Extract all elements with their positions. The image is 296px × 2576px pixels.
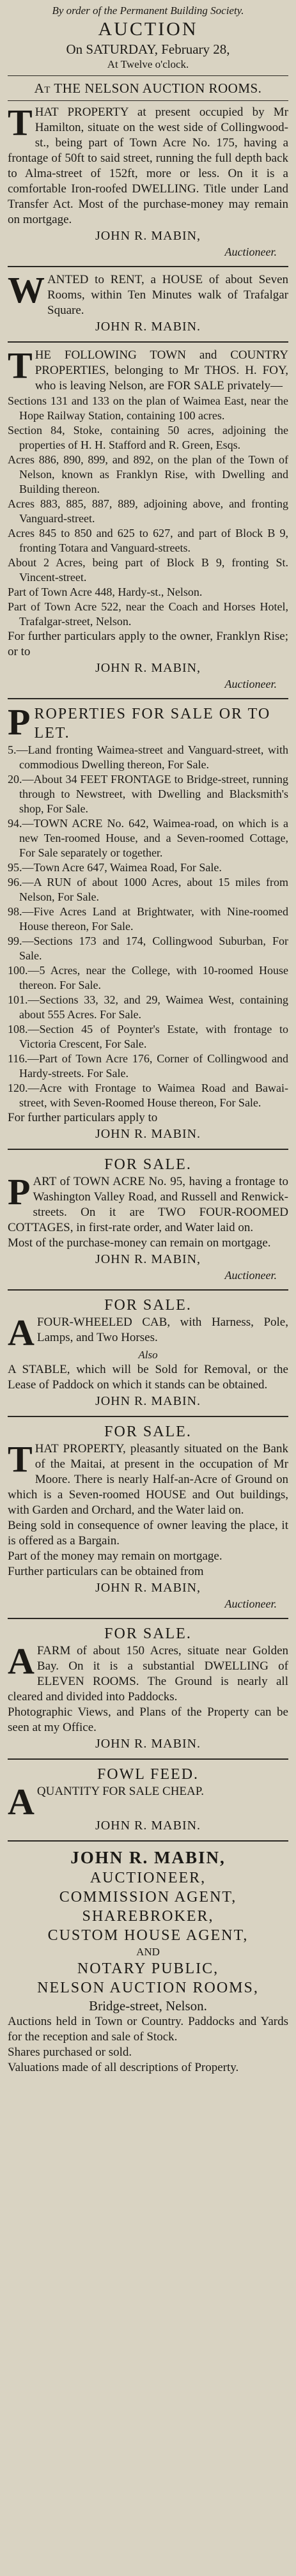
ad-body: Auctions held in Town or Country. Paddocks and Yards for the reception and sale of Stock. xyxy=(8,2015,288,2044)
list-item: 101.—Sections 33, 32, and 29, Waimea West, containing about 555 Acres. For Sale. xyxy=(8,993,288,1021)
list-item: 95.—Town Acre 647, Waimea Road, For Sale. xyxy=(8,861,222,874)
signature: JOHN R. MABIN, xyxy=(95,1581,201,1595)
list-item: 94.—TOWN ACRE No. 642, Waimea-road, on which is a new Ten-roomed House, and a Seven-roomed Cottage, For Sale separately or together. xyxy=(8,817,288,859)
ad-footer: For further particulars apply to xyxy=(8,1111,158,1124)
business-line: CUSTOM HOUSE AGENT, xyxy=(47,1927,249,1944)
properties-for-sale-advertisement xyxy=(8,701,288,1142)
list-item: 108.—Section 45 of Poynter's Estate, with frontage to Victoria Crescent, For Sale. xyxy=(8,1023,288,1050)
ad-note: Further particulars can be obtained from xyxy=(8,1565,204,1578)
business-line: COMMISSION AGENT, xyxy=(59,1889,237,1905)
list-item: 20.—About 34 FEET FRONTAGE to Bridge-street, running through to Newstreet, with Dwelling and Blacksmith's shop, For Sale. xyxy=(8,773,288,815)
list-item: 99.—Sections 173 and 174, Collingwood Suburban, For Sale. xyxy=(8,935,288,962)
for-sale-advertisement xyxy=(8,1296,288,1409)
business-line: AUCTIONEER, xyxy=(90,1870,206,1886)
ad-heading: FOR SALE. xyxy=(104,1297,192,1314)
section-rule xyxy=(8,341,288,343)
ad-heading: FOR SALE. xyxy=(104,1626,192,1642)
section-rule xyxy=(8,698,288,699)
signature-role: Auctioneer. xyxy=(224,1269,277,1282)
business-address: Bridge-street, Nelson. xyxy=(89,1998,207,2013)
signature: JOHN R. MABIN. xyxy=(95,1737,201,1751)
ad-body-text: HAT PROPERTY, pleasantly situated on the Bank of the Maitai, at present in the occupation of Mr Moore. There is nearly Half-an-Acre of Ground on which is a Seven-roomed HOUSE and Out buildings, with Garden and Orchard, and the Water laid on. xyxy=(8,1442,288,1517)
signature: JOHN R. MABIN, xyxy=(95,661,201,675)
fowl-feed-advertisement xyxy=(8,1765,288,1834)
properties-advertisement xyxy=(8,345,288,692)
section-rule xyxy=(8,1618,288,1619)
ad-note: Part of the money may remain on mortgage. xyxy=(8,1549,222,1563)
ad-body-text: HAT PROPERTY at present occupied by Mr Hamilton, situate on the west side of Collingwood-st., being part of Town Acre No. 175, having a frontage of 50ft to said street, running the full depth back to Alma-street of 152ft, more or less. On it is a comfortable Iron-roofed DWELLING. Title under Land Transfer Act. Most of the purchase-money may remain on mortgage. xyxy=(8,105,288,226)
ad-body xyxy=(8,269,288,318)
ad-title: AUCTION xyxy=(98,19,198,40)
list-item: Acres 883, 885, 887, 889, adjoining above, and fronting Vanguard-street. xyxy=(8,497,288,525)
ad-body xyxy=(8,102,288,228)
drop-cap: T xyxy=(8,345,33,386)
list-item: 98.—Five Acres Land at Brightwater, with Nine-roomed House thereon, For Sale. xyxy=(8,905,288,933)
ad-body xyxy=(8,1640,288,1705)
divider xyxy=(8,100,288,101)
list-item: 96.—A RUN of about 1000 Acres, about 15 miles from Nelson, For Sale. xyxy=(8,876,288,903)
ad-body-text: ANTED to RENT, a HOUSE of about Seven Rooms, within Ten Minutes walk of Trafalgar Square. xyxy=(47,273,288,317)
ad-body xyxy=(8,1312,288,1353)
drop-cap: T xyxy=(8,102,33,143)
property-list xyxy=(8,394,288,629)
section-rule xyxy=(8,1840,288,1842)
byline: By order of the Permanent Building Society. xyxy=(52,4,244,17)
ad-body-text: FARM of about 150 Acres, situate near Golden Bay. On it is a substantial DWELLING of ELEVEN ROOMS. The Ground is nearly all cleared and divided into Paddocks. xyxy=(8,1644,288,1703)
business-line: SHAREBROKER, xyxy=(82,1908,214,1925)
auction-advertisement xyxy=(8,4,288,260)
signature: JOHN R. MABIN. xyxy=(95,1819,201,1833)
section-rule xyxy=(8,1416,288,1417)
list-item: 120.—Acre with Frontage to Waimea Road and Bawai-street, with Seven-Roomed House thereon, For Sale. xyxy=(8,1082,288,1109)
for-sale-advertisement xyxy=(8,1155,288,1283)
section-rule xyxy=(8,1758,288,1760)
business-line: NELSON AUCTION ROOMS, xyxy=(37,1980,259,1996)
drop-cap: A xyxy=(8,1312,35,1353)
business-name: JOHN R. MABIN, xyxy=(70,1848,226,1867)
drop-cap: T xyxy=(8,1438,33,1480)
for-sale-advertisement xyxy=(8,1422,288,1611)
list-item: 5.—Land fronting Waimea-street and Vanguard-street, with commodious Dwelling thereon, For Sale. xyxy=(8,743,288,771)
ad-body xyxy=(8,345,288,394)
signature: JOHN R. MABIN, xyxy=(95,229,201,243)
auction-time: At Twelve o'clock. xyxy=(107,58,189,70)
ad-body-text: ART of TOWN ACRE No. 95, having a frontage to Washington Valley Road, and Russell and Renwick-streets. On it are TWO FOUR-ROOMED COTTAGES, in first-rate order, and Water laid on. xyxy=(8,1175,288,1234)
list-item: 100.—5 Acres, near the College, with 10-roomed House thereon. For Sale. xyxy=(8,964,288,991)
ad-heading: FOR SALE. xyxy=(104,1156,192,1173)
list-item: Acres 886, 890, 899, and 892, on the plan of the Town of Nelson, known as Franklyn Rise, with Dwelling and Building thereon. xyxy=(8,453,288,495)
section-rule xyxy=(8,1289,288,1291)
signature-role: Auctioneer. xyxy=(224,1597,277,1610)
property-list xyxy=(8,743,288,1110)
ad-body xyxy=(8,1781,288,1822)
drop-cap: P xyxy=(8,1171,31,1213)
signature: JOHN R. MABIN. xyxy=(95,320,201,334)
auction-date: On SATURDAY, February 28, xyxy=(66,42,230,57)
auction-venue: At THE NELSON AUCTION ROOMS. xyxy=(34,81,262,96)
business-line: AND xyxy=(136,1946,160,1958)
list-item: About 2 Acres, being part of Block B 9, fronting St. Vincent-street. xyxy=(8,556,288,584)
ad-body xyxy=(8,1438,288,1518)
signature-role: Auctioneer. xyxy=(224,245,277,258)
section-rule xyxy=(8,266,288,267)
ad-also: Also xyxy=(138,1349,158,1361)
drop-cap: A xyxy=(8,1781,35,1822)
ad-heading: FOR SALE. xyxy=(104,1424,192,1440)
ad-body-text: FOUR-WHEELED CAB, with Harness, Pole, Lamps, and Two Horses. xyxy=(36,1315,288,1344)
ad-note: Most of the purchase-money can remain on mortgage. xyxy=(8,1236,271,1250)
wanted-advertisement xyxy=(8,269,288,335)
divider xyxy=(8,75,288,76)
farm-for-sale-advertisement xyxy=(8,1624,288,1752)
drop-cap: P xyxy=(8,701,32,743)
ad-body: Shares purchased or sold. xyxy=(8,2045,132,2059)
list-item: Part of Town Acre 522, near the Coach and Horses Hotel, Trafalgar-street, Nelson. xyxy=(8,600,288,628)
ad-heading xyxy=(8,701,288,743)
ad-note: Photographic Views, and Plans of the Property can be seen at my Office. xyxy=(8,1705,288,1734)
drop-cap: W xyxy=(8,269,45,311)
list-item: Sections 131 and 133 on the plan of Waimea East, near the Hope Railway Station, containing 100 acres. xyxy=(8,394,288,422)
list-item: Section 84, Stoke, containing 50 acres, adjoining the properties of H. H. Stafford and R. Green, Esqs. xyxy=(8,424,288,451)
drop-cap: A xyxy=(8,1640,35,1682)
ad-body-text: QUANTITY FOR SALE CHEAP. xyxy=(36,1785,204,1798)
ad-body-text: HE FOLLOWING TOWN and COUNTRY PROPERTIES, belonging to Mr THOS. H. FOY, who is leaving Nelson, are FOR SALE privately— xyxy=(35,348,288,392)
list-item: Part of Town Acre 448, Hardy-st., Nelson. xyxy=(8,586,203,598)
signature: JOHN R. MABIN. xyxy=(95,1127,201,1141)
signature-role: Auctioneer. xyxy=(224,678,277,690)
signature: JOHN R. MABIN. xyxy=(95,1394,201,1408)
ad-heading: FOWL FEED. xyxy=(97,1766,199,1783)
ad-heading-text: ROPERTIES FOR SALE OR TO LET. xyxy=(34,706,271,741)
section-rule xyxy=(8,1149,288,1150)
list-item: Acres 845 to 850 and 625 to 627, and part of Block B 9, fronting Totara and Vanguard-streets. xyxy=(8,527,288,554)
list-item: 116.—Part of Town Acre 176, Corner of Collingwood and Hardy-streets. For Sale. xyxy=(8,1052,288,1080)
business-line: NOTARY PUBLIC, xyxy=(77,1960,219,1977)
ad-note: Being sold in consequence of owner leaving the place, it is offered as a Bargain. xyxy=(8,1519,288,1548)
ad-body: Valuations made of all descriptions of Property. xyxy=(8,2061,239,2074)
ad-body xyxy=(8,1171,288,1236)
ad-body-secondary: A STABLE, which will be Sold for Removal, or the Lease of Paddock on which it stands can be obtained. xyxy=(8,1363,288,1392)
business-card-advertisement xyxy=(8,1847,288,2076)
ad-footer: For further particulars apply to the owner, Franklyn Rise; or to xyxy=(8,630,288,658)
signature: JOHN R. MABIN, xyxy=(95,1252,201,1266)
